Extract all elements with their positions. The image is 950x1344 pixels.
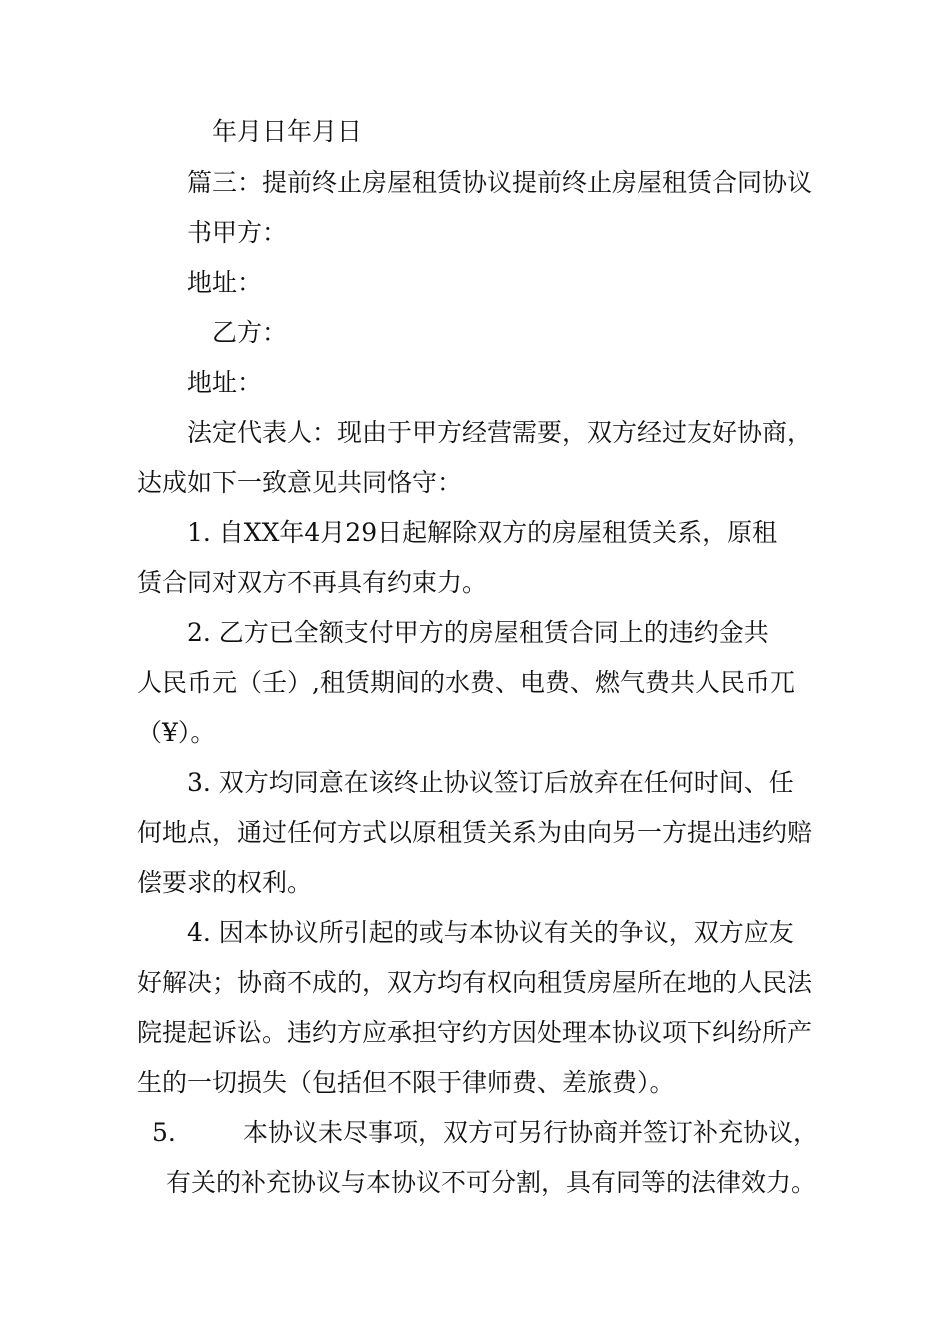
clause-5-line-2: 有关的补充协议与本协议不可分割，具有同等的法律效力。 <box>166 1168 817 1197</box>
clause-2-line-3: （¥）。 <box>137 718 216 747</box>
clause-1-line-2: 赁合同对双方不再具有约束力。 <box>137 568 488 597</box>
clause-4-line-1: 4. 因本协议所引起的或与本协议有关的争议，双方应友 <box>187 918 794 947</box>
clause-2-line-1: 2. 乙方已全额支付甲方的房屋租赁合同上的违约金共 <box>187 618 769 647</box>
clause-3-line-2: 何地点，通过任何方式以原租赁关系为由向另一方提出违约赔 <box>137 818 813 847</box>
clause-3-line-1: 3. 双方均同意在该终止协议签订后放弃在任何时间、任 <box>187 768 794 797</box>
clause-4-line-2: 好解决；协商不成的，双方均有权向租赁房屋所在地的人民法 <box>137 968 813 997</box>
clause-5-line-1: 本协议未尽事项，双方可另行协商并签订补充协议， <box>243 1118 819 1147</box>
clause-4-line-4: 生的一切损失（包括但不限于律师费、差旅费）。 <box>137 1068 675 1097</box>
date-line: 年月日年月日 <box>212 117 363 146</box>
clause-1-line-1: 1. 自XX年4月29日起解除双方的房屋租赁关系，原租 <box>187 518 778 547</box>
section-title: 篇三：提前终止房屋租赁协议提前终止房屋租赁合同协议 <box>187 168 813 197</box>
party-a-address-label: 地址： <box>187 268 263 297</box>
intro-line-1: 法定代表人：现由于甲方经营需要，双方经过友好协商， <box>187 418 813 447</box>
intro-line-2: 达成如下一致意见共同恪守： <box>137 468 463 497</box>
party-b-label: 乙方： <box>212 318 288 347</box>
clause-4-line-3: 院提起诉讼。违约方应承担守约方因处理本协议项下纠纷所产 <box>137 1018 813 1047</box>
party-a-label: 书甲方： <box>187 218 288 247</box>
clause-5-number: 5. <box>152 1118 176 1147</box>
clause-2-line-2: 人民币元（壬）,租赁期间的水费、电费、燃气费共人民币兀 <box>137 668 795 697</box>
party-b-address-label: 地址： <box>187 368 263 397</box>
clause-3-line-3: 偿要求的权利。 <box>137 868 313 897</box>
